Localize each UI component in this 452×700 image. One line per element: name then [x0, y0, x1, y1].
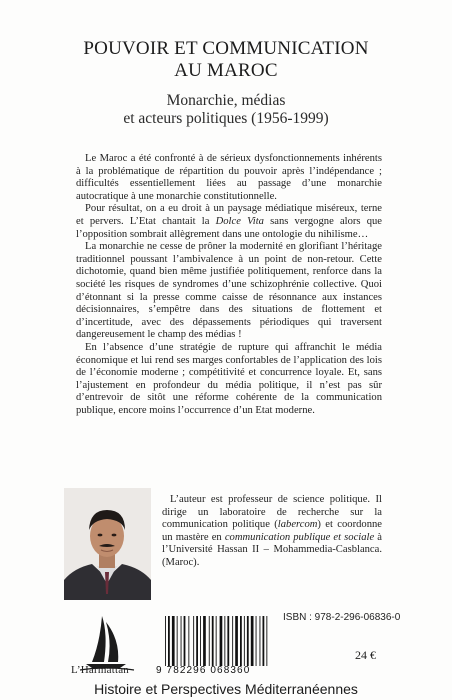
blurb-paragraph-4: En l’absence d’une stratégie de rupture qui affranchit le média économique et lui rend ses marges confortables de l’application des lois de l’économie moderne ; compétitivité et concurrence loyale. Et, sans l’ajustement en profondeur du média politique, il n’est pas sûr d’entrevoir de sitôt une réforme cohérente de la communication publique, encore moins l’occurrence d’un Etat moderne.: [76, 341, 382, 416]
title-line-2: AU MAROC: [174, 60, 278, 81]
author-bio: [162, 494, 382, 570]
blurb-paragraph-2: Pour résultat, on a eu droit à un paysage médiatique miséreux, terne et pervers. L’Etat chantait la Dolce Vita sans vergogne alors que l’opposition sombrait allègrement dans une ontologie du nihilisme…: [76, 203, 383, 240]
subtitle-line-2: et acteurs politiques (1956-1999): [123, 110, 329, 127]
blurb-paragraph-3: La monarchie ne cesse de prôner la modernité en glorifiant l’héritage traditionnel poussant l’ambivalence à un point de non-retour. Cette dichotomie, quand bien même justifiée politiquement, renforce dans la société les risques de syndromes d’une schizophrénie collective. Quoi d’étonnant si la presse comme caisse de résonnance aux instances décisionnaires, s’empêtre dans des situations de flottement et d’incertitude, avec des dépassements périodiques qui traversent dangereusement le champ des médias !: [76, 241, 382, 341]
subtitle-line-1: Monarchie, médias: [166, 92, 286, 109]
blurb-text: [76, 153, 382, 417]
publisher-name: L’Harmattan: [71, 664, 129, 676]
book-title: [0, 38, 452, 82]
author-portrait-image: [64, 488, 151, 600]
series-name: Histoire et Perspectives Méditerranéennes: [0, 679, 452, 700]
author-bio-paragraph: L’auteur est professeur de science politique. Il dirige un laboratoire de recherche sur la communication politique (labercom) et coordonne un mastère en communication publique et sociale à l’Université Hassan II – Mohammedia-Casblanca. (Maroc).: [162, 494, 383, 568]
blurb-paragraph-1: Le Maroc a été confronté à de sérieux dysfonctionnements inhérents à la problématique de répartition du pouvoir après l’indépendance ; difficultés essentiellement liées au passage d’une monarchie autocratique à une monarchie constitutionnelle.: [76, 153, 382, 202]
barcode-digits: 9 782296 068360: [156, 665, 251, 676]
barcode-icon: [163, 616, 279, 666]
price-label: 24 €: [355, 648, 376, 662]
book-subtitle: [0, 92, 452, 128]
isbn-label: ISBN : 978-2-296-06836-0: [283, 612, 401, 623]
author-photo: [64, 488, 151, 600]
title-line-1: POUVOIR ET COMMUNICATION: [83, 38, 369, 59]
